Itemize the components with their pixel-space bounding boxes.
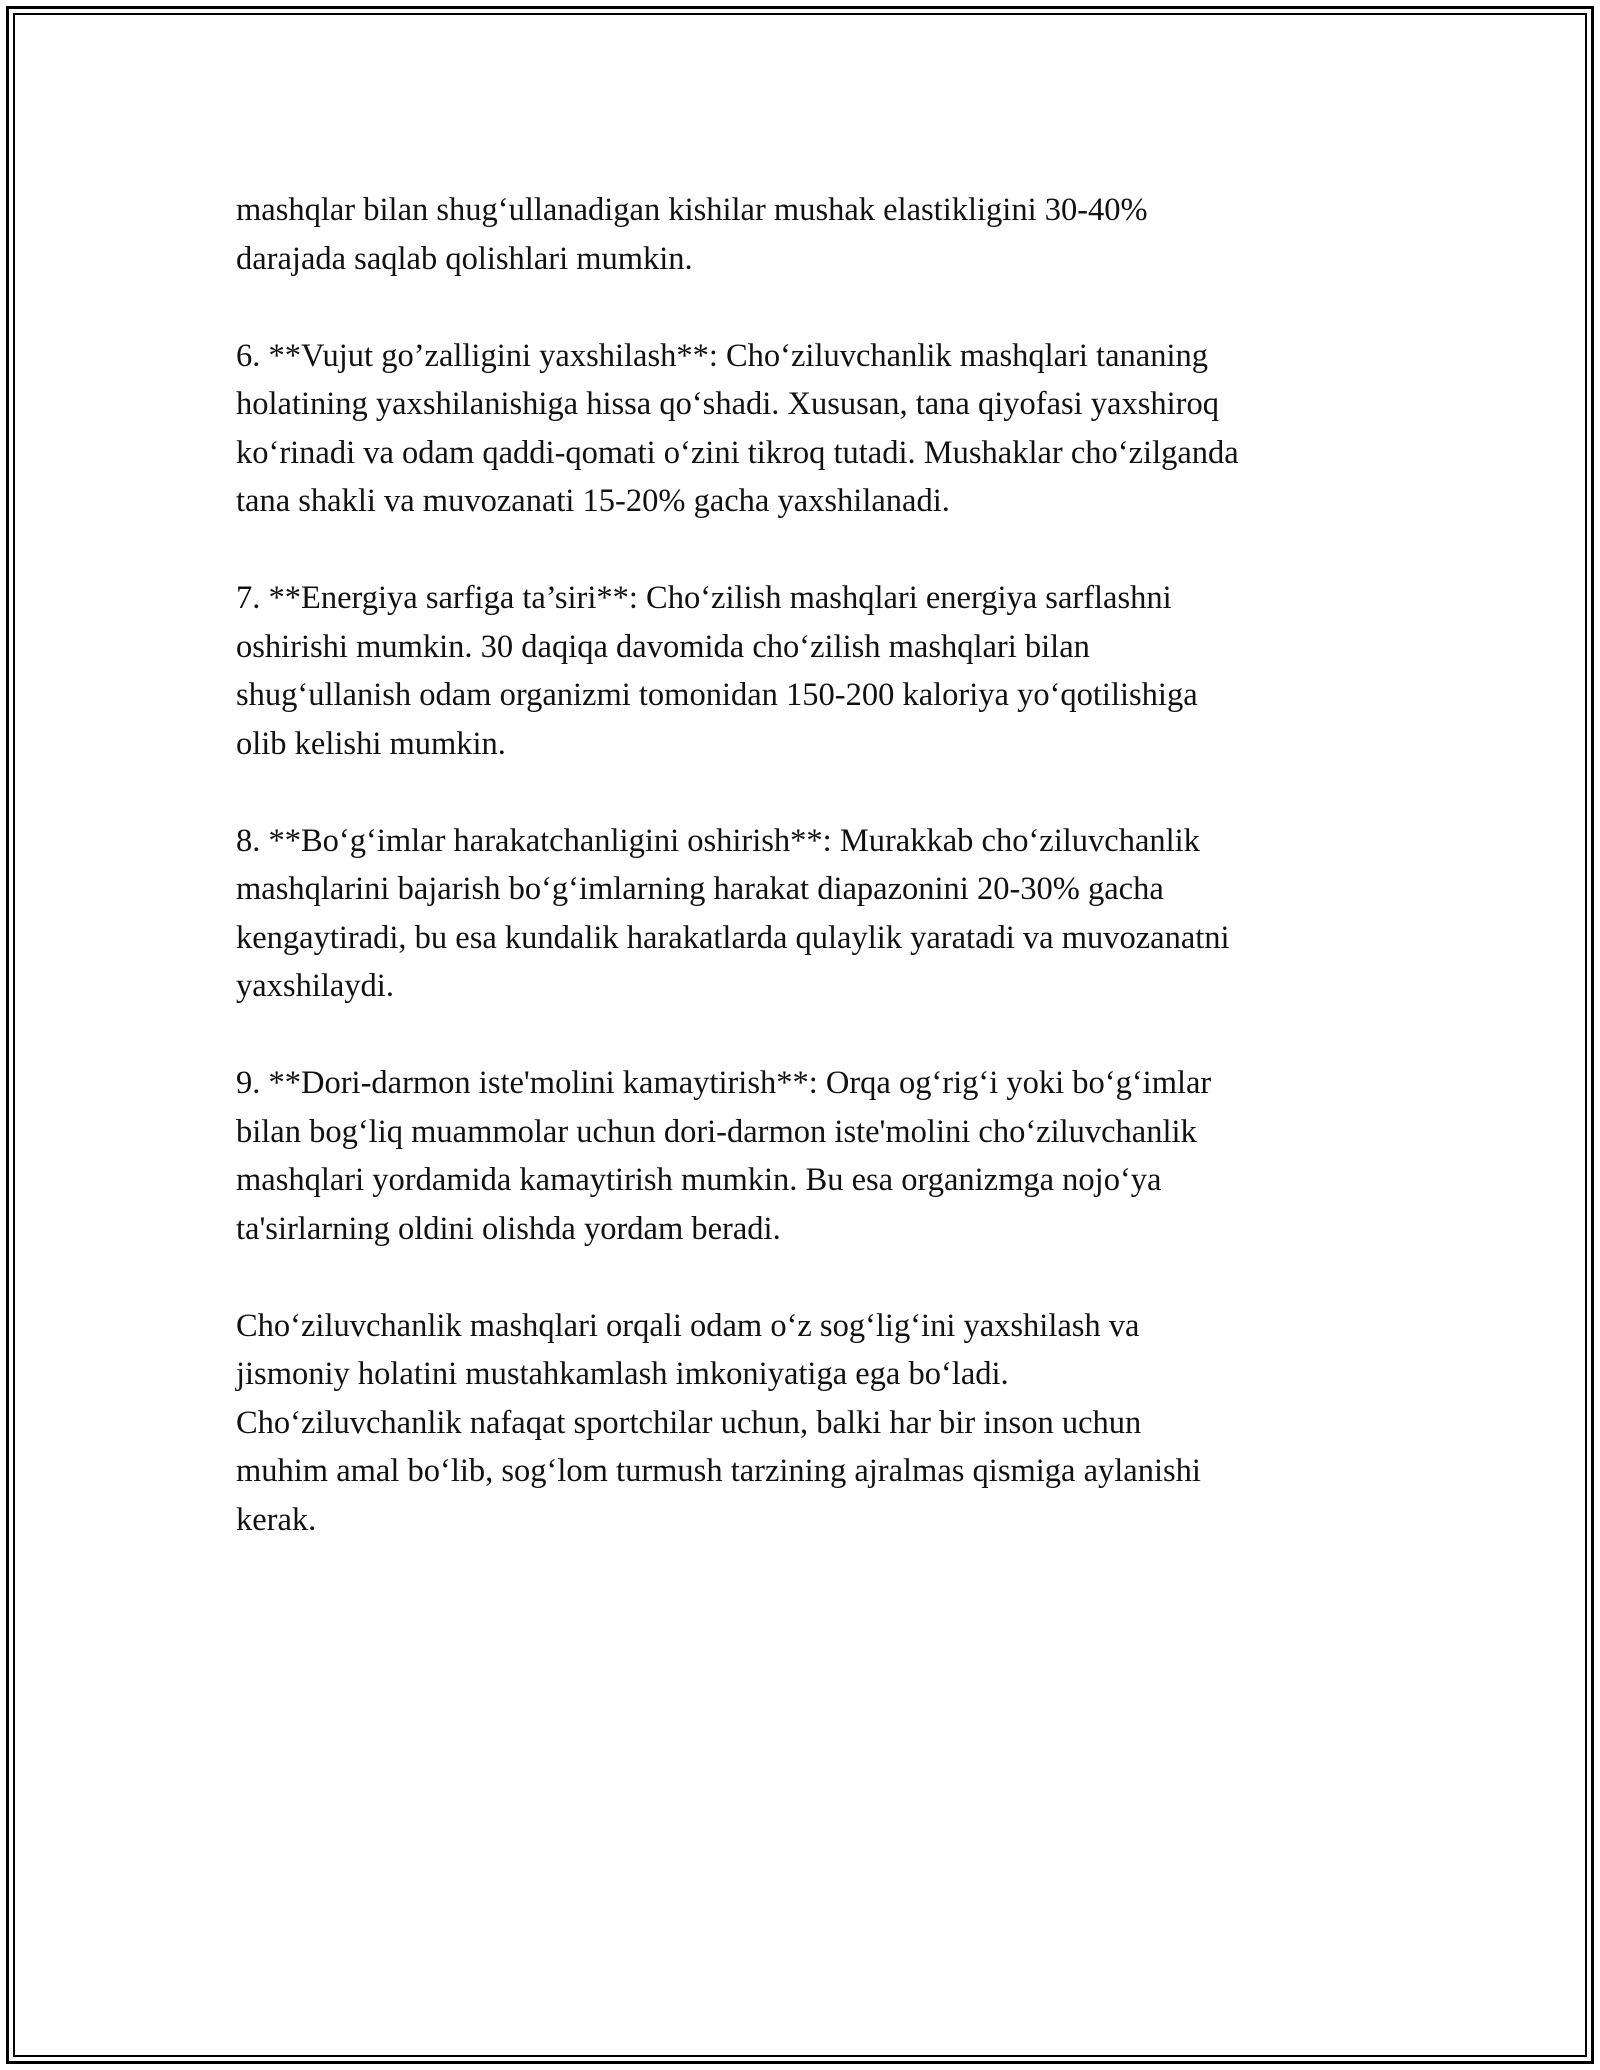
text-line: holatining yaxshilanishiga hissa qo‘shadi. Xususan, tana qiyofasi yaxshiroq	[236, 386, 1219, 422]
text-line: Cho‘ziluvchanlik nafaqat sportchilar uchun, balki har bir inson uchun	[236, 1404, 1142, 1441]
text-line: bilan bog‘liq muammolar uchun dori-darmon iste'molini cho‘ziluvchanlik	[236, 1113, 1197, 1150]
text-line: darajada saqlab qolishlari mumkin.	[236, 240, 693, 277]
document-body	[236, 186, 1376, 1593]
text-line: shug‘ullanish odam organizmi tomonidan 150-200 kaloriya yo‘qotilishiga	[236, 677, 1198, 713]
text-line: 8. **Bo‘g‘imlar harakatchanligini oshirish**: Murakkab cho‘ziluvchanlik	[236, 822, 1200, 859]
text-line: ko‘rinadi va odam qaddi-qomati o‘zini tikroq tutadi. Mushaklar cho‘zilganda	[236, 434, 1239, 471]
text-line: mashqlar bilan shug‘ullanadigan kishilar mushak elastikligini 30-40%	[236, 192, 1148, 228]
text-line: kerak.	[236, 1501, 317, 1538]
text-line: 6. **Vujut go’zalligini yaxshilash**: Cho‘ziluvchanlik mashqlari tananing	[236, 337, 1208, 374]
text-line: jismoniy holatini mustahkamlash imkoniyatiga ega bo‘ladi.	[236, 1356, 1009, 1392]
text-line: mashqlari yordamida kamaytirish mumkin. Bu esa organizmga nojo‘ya	[236, 1162, 1162, 1198]
paragraph-item-7	[236, 574, 1376, 768]
paragraph-item-9	[236, 1059, 1376, 1253]
paragraph-item-8	[236, 817, 1376, 1011]
text-line: kengaytiradi, bu esa kundalik harakatlarda qulaylik yaratadi va muvozanatni	[236, 919, 1230, 956]
text-line: ta'sirlarning oldini olishda yordam beradi.	[236, 1210, 781, 1247]
paragraph-conclusion	[236, 1302, 1376, 1545]
text-line: 9. **Dori-darmon iste'molini kamaytirish**: Orqa og‘rig‘i yoki bo‘g‘imlar	[236, 1065, 1212, 1101]
text-line: muhim amal bo‘lib, sog‘lom turmush tarzining ajralmas qismiga aylanishi	[236, 1453, 1201, 1489]
text-line: yaxshilaydi.	[236, 968, 394, 1004]
paragraph-continuation	[236, 186, 1376, 283]
text-line: tana shakli va muvozanati 15-20% gacha yaxshilanadi.	[236, 483, 950, 519]
text-line: Cho‘ziluvchanlik mashqlari orqali odam o‘z sog‘lig‘ini yaxshilash va	[236, 1307, 1140, 1344]
paragraph-item-6	[236, 332, 1376, 526]
text-line: olib kelishi mumkin.	[236, 725, 506, 762]
text-line: mashqlarini bajarish bo‘g‘imlarning harakat diapazonini 20-30% gacha	[236, 871, 1164, 907]
text-line: 7. **Energiya sarfiga ta’siri**: Cho‘zilish mashqlari energiya sarflashni	[236, 580, 1172, 616]
text-line: oshirishi mumkin. 30 daqiqa davomida cho‘zilish mashqlari bilan	[236, 628, 1090, 665]
